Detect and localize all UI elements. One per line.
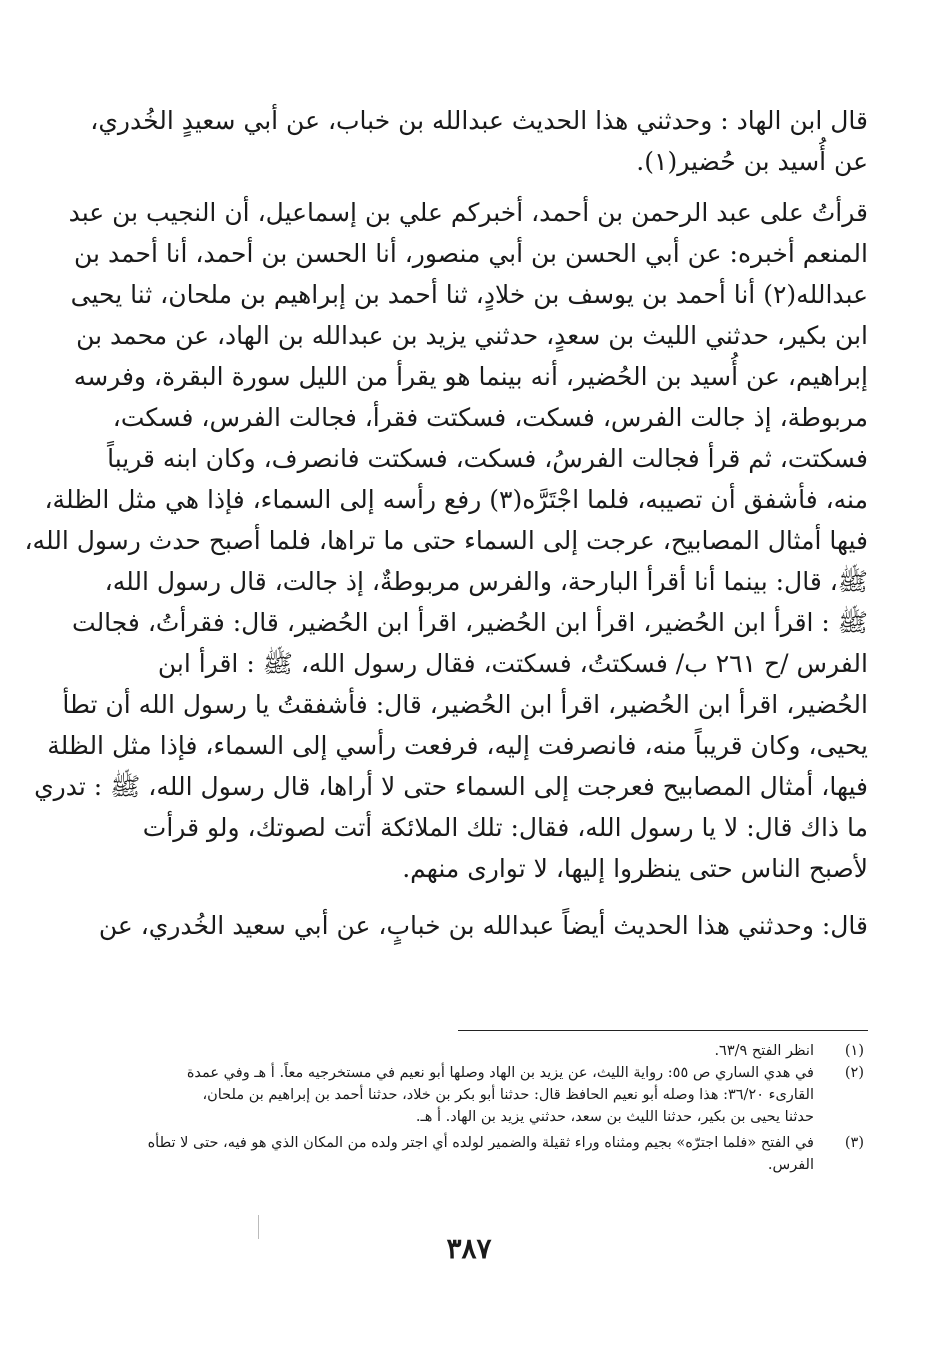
footnote-line: في هدي الساري ص ٥٥: رواية الليث، عن يزيد بن الهاد وصلها أبو نعيم في مستخرجيه معاً. أ هـ وفي عمدة xyxy=(186,1065,814,1081)
text-line: فيها أمثال المصابيح، عرجت إلى السماء حتى ما تراها، فلما أصبح حدث رسول الله، xyxy=(24,526,868,555)
footnote-text xyxy=(100,1040,814,1062)
text-line: عن أُسيد بن حُضير(١). xyxy=(636,147,868,176)
text-line: ما ذاك قال: لا يا رسول الله، فقال: تلك الملائكة أتت لصوتك، ولو قرأت xyxy=(142,813,868,842)
text-line: يحيى، وكان قريباً منه، فانصرفت إليه، فرفعت رأسي إلى السماء، فإذا مثل الظلة xyxy=(47,731,868,760)
text-line: عبدالله(٢) أنا أحمد بن يوسف بن خلادٍ، ثنا أحمد بن إبراهيم بن ملحان، ثنا يحيى xyxy=(70,280,868,309)
text-line: إبراهيم، عن أُسيد بن الحُضير، أنه بينما هو يقرأ من الليل سورة البقرة، وفرسه xyxy=(73,362,868,391)
footnote-line: الفرس. xyxy=(767,1157,814,1173)
footnote-number: (٢) xyxy=(844,1065,864,1081)
text-line: مربوطة، إذ جالت الفرس، فسكت، فسكتت فقرأ، فجالت الفرس، فسكت، xyxy=(112,403,868,432)
paragraph-break xyxy=(100,182,868,192)
text-line: ﷺ : اقرأ ابن الحُضير، اقرأ ابن الحُضير، اقرأ ابن الحُضير، قال: فقرأتُ، فجالت xyxy=(72,608,868,637)
footnote-number: (١) xyxy=(844,1043,864,1059)
main-text xyxy=(24,100,868,946)
text-line: الفرس /ح ٢٦١ ب/ فسكتتُ، فسكتت، فقال رسول الله، ﷺ : اقرأ ابن xyxy=(157,649,868,678)
footnote-number: (٣) xyxy=(844,1135,864,1151)
text-line: الحُضير، اقرأ ابن الحُضير، اقرأ ابن الحُضير، قال: فأشفقتُ يا رسول الله أن تطأ xyxy=(62,690,868,719)
text-line: قرأتُ على عبد الرحمن بن أحمد، أخبركم علي بن إسماعيل، أن النجيب بن عبد xyxy=(68,198,868,227)
page-number: ٣٨٧ xyxy=(446,1232,492,1265)
text-line: لأصبح الناس حتى ينظروا إليها، لا توارى منهم. xyxy=(402,854,868,883)
text-line: المنعم أخبره: عن أبي الحسن بن أبي منصور، أنا الحسن بن أحمد، أنا أحمد بن xyxy=(74,239,868,268)
footnote-text xyxy=(100,1132,814,1176)
text-line: ﷺ، قال: بينما أنا أقرأ البارحة، والفرس مربوطةٌ، إذ جالت، قال رسول الله، xyxy=(104,567,868,596)
footnotes xyxy=(100,1040,868,1176)
footnote-separator xyxy=(458,1030,868,1031)
footnote-line: حدثنا يحيى بن بكير، حدثنا الليث بن سعد، حدثني يزيد بن الهاد. أ هـ. xyxy=(415,1109,814,1125)
footnote-text xyxy=(100,1062,814,1128)
paragraph-break xyxy=(100,889,868,905)
text-line: قال ابن الهاد : وحدثني هذا الحديث عبدالله بن خباب، عن أبي سعيدٍ الخُدري، xyxy=(90,106,868,135)
footnote-line: القارىء ٣٦/٢٠: هذا وصله أبو نعيم الحافظ قال: حدثنا أبو بكر بن خلاد، حدثنا أحمد بن إبراهيم بن ملحان، xyxy=(202,1087,814,1103)
footnote xyxy=(100,1040,868,1062)
footnote xyxy=(100,1132,868,1176)
text-line: منه، فأشفق أن تصيبه، فلما اجْتَرَّه(٣) رفع رأسه إلى السماء، فإذا هي مثل الظلة، xyxy=(44,485,868,514)
footnote-line: انظر الفتح ٦٣/٩. xyxy=(714,1043,814,1059)
footnote-line: في الفتح «فلما اجترّه» بجيم ومثناه وراء ثقيلة والضمير لولده أي اجتر ولده من المكان الذي هو فيه، حتى لا تطأه xyxy=(147,1135,814,1151)
text-line: ابن بكير، حدثني الليث بن سعدٍ، حدثني يزيد بن عبدالله بن الهاد، عن محمد بن xyxy=(76,321,868,350)
footnote xyxy=(100,1062,868,1128)
text-line: فيها، أمثال المصابيح فعرجت إلى السماء حتى لا أراها، قال رسول الله، ﷺ : تدري xyxy=(34,772,868,801)
text-line: فسكتت، ثم قرأ فجالت الفرسُ، فسكت، فسكتت فانصرف، وكان ابنه قريباً xyxy=(107,444,868,473)
text-line: قال: وحدثني هذا الحديث أيضاً عبدالله بن خبابٍ، عن أبي سعيد الخُدري، عن xyxy=(98,911,868,940)
